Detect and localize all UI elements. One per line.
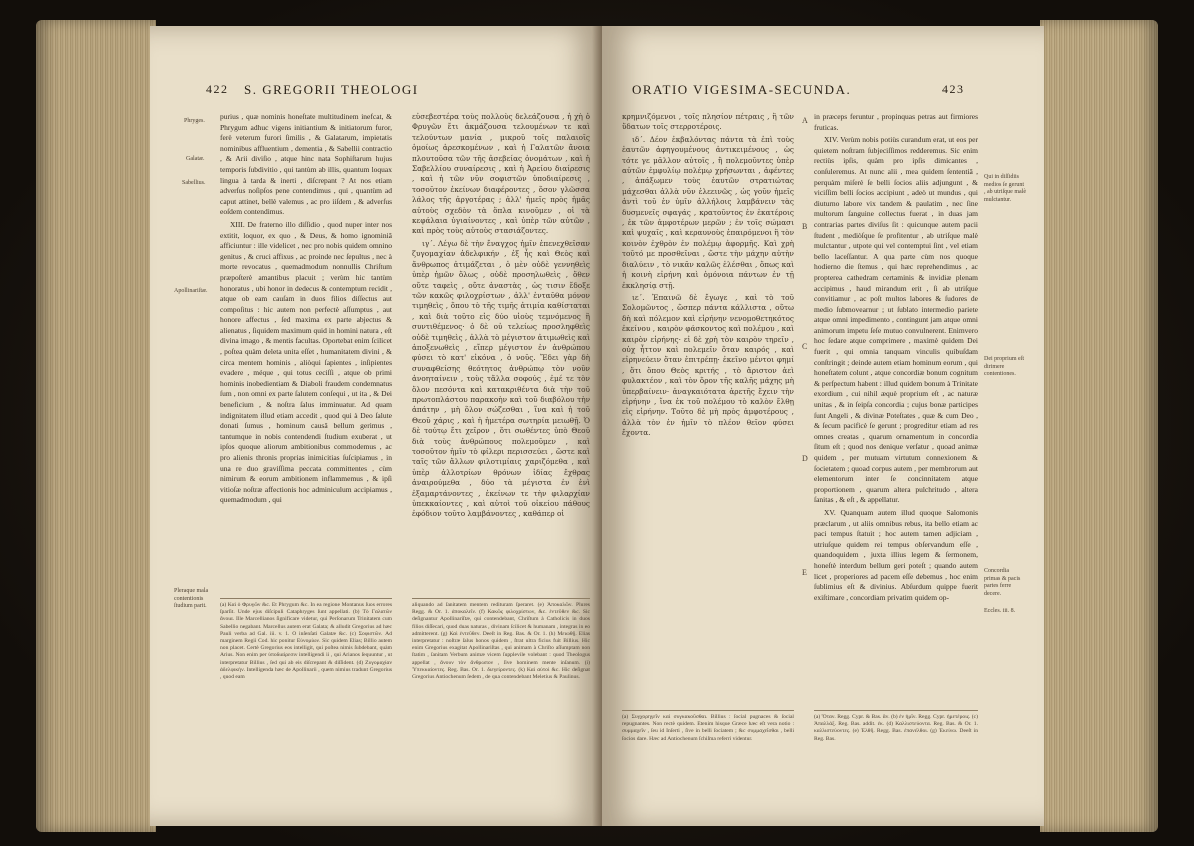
left-latin-column [220, 112, 392, 594]
right-page-edges [1040, 20, 1158, 832]
right-latin-column [814, 112, 978, 602]
right-page [602, 26, 1044, 826]
footnote-text: aliquando ad ſanitatem mentem redituram ſperaret. (e) Ἀποκαλῶν. Plures Regg. & Or. 1. ἀποκαλεῖν. (f) Κακῶς φιλοχρίστων, &c. ἐντεῦθεν &c. Sic deſignantur Apollinariſtæ, qui contendebant, Chriſtum à Catholicis in duos filios diſſecari, quod duas naturas , divinam ſcilicet & humanam , integras in eo admitterent. (g) Καὶ ἐντεῦθεν. Deeſt in Reg. Bas. & Or. 1. (h) Μειωθῇ. Elias interpretatur : noſtræ ſalus honos quidem , ſtrat ultra ficius fuit Billius. Hic enim Gregorius exagitat Apollinariſtas , qui animam à Chriſto aſſumptam non ſtatim , ſanitam Verbum animæ vicem ſupplevile volebant : quod Theologus appellat , ἄνουν τὸν ἄνθρωπον , ſive hominem mente inſanum. (i) Ὑπεκκαίοντες. Reg. Bas. Or. 1. διεγείροντες. (k) Καὶ αὐτοὶ &c. Hic deſignat Gregorius Antiochenum ſedem , de qua contendebant Meletius & Paulinus. [412, 602, 590, 681]
right-footnotes-b [814, 714, 978, 804]
section-letter-a: A [802, 116, 808, 125]
left-running-head: S. GREGORII THEOLOGI [244, 82, 419, 97]
left-greek-column [412, 112, 590, 594]
section-letter-d: D [802, 454, 808, 463]
footnote-text: (a) Καὶ ὁ Φρυγῶν &c. Et Phrygum &c. In ea regione Montanus ſuos errores ſparſit. Unde ejus diſcipuli Cataphryges ſunt appellati. (b) Τὸ Γαλατῶν ἄνοια. Ille Marcellianos ſignificare videtur, qui Perſonarum Trinitatem cum Sabellio negabant. Marcellus autem erat Galata; & alludit Gregorius ad hæc Pauli verba ad Gal. iii. v. 1. O inſenſati Galatæ &c. (c) Σοφιστῶν. Ad marginem Regii Cod. hic ponitur Εὐνομίων. Sic quidem Elias; Billio autem non placet. Certè Gregorius eos intelligit, qui poſtea nimis ſubdebant, quàm Arius. Non enim per ὑποδιαίρεσιν intelligendi ii , qui Arianos ſequuntur , ut interpretatur Billius , ſed qui ab eis diſcrepant & diſſident. (d) Ζυγομαχίαν ἀδελφικήν. Intelligenda hæc de Apollinarii , quem nimius tradunt Gregorius , quod eam [220, 602, 392, 681]
footnote-rule [220, 598, 392, 599]
left-page-number: 422 [206, 82, 229, 96]
margin-note-dei: Dei proprium eſt dirimere contentiones. [984, 356, 1024, 377]
greek-paragraph: ιγ΄. Λέγω δὲ τὴν ἔναγχος ἡμῖν ἐπενεχθεῖσαν ζυγομαχίαν ἀδελφικήν , ἐξ ἧς καὶ Θεὸς καὶ ἄνθρωπος ἀτιμάζεται , ὁ μὲν οὐδὲ γεννηθεὶς ὑπὲρ ἡμῶν ὅλως , οὐδὲ προσηλωθεὶς , ὅθεν οὔτε ταφεὶς , οὔτε ἀναστὰς , ὡς τισιν ἔδοξε τῶν κακῶς φιλοχρίστων , ἀλλ' ἐνταῦθα μόνον τιμηθεὶς , ὅπου τὸ τῆς τιμῆς ἀτιμία καθίσταται , καὶ διὰ τοῦτο εἰς δύο υἱοὺς τεμνόμενος ἢ συντιθέμενος· ὁ δὲ οὐ τελείως προσληφθεὶς οὐδὲ τιμηθεὶς , ἀλλὰ τὸ μέγιστον ἀτιμωθεὶς καὶ ἀποξενωθεὶς , εἴπερ μέγιστον ἐν ἀνθρώπου φύσει τὸ κατ' εἰκόνα , ὁ νοῦς. Ἔδει γὰρ δὴ συναφθείσης θεότητος ἀνθρώπῳ τὸν νοῦν ἀνοηταίνειν , τοὺς τἄλλα σοφούς , ἐμέ τε τὸν ὅλον πεσόντα καὶ κατακριθέντα διὰ τὴν τοῦ πρωτοπλάστου παρακοὴν καὶ τοῦ διαβόλου τὴν ἀπάτην , μὴ ὅλον σώζεσθαι , ἵνα καὶ ἡ τοῦ Θεοῦ χάρις , καὶ ἡ ἡμετέρα σωτηρία μειωθῇ. Ὁ δὲ τούτῳ ἔτι χεῖρον , ὅτι σωθέντες ὑπὸ Θεοῦ διὰ τοὺς ἀνθρώπους πολεμοῦμεν , καὶ τοσοῦτον ἡμῖν τὸ φίλερι περισσεύει , ὥστε καὶ ταῖς τῶν ἄλλων φιλοτιμίαις χαριζόμεθα , καὶ ὑπὲρ ἀλλοτρίων θρόνων ἰδίας ἔχθρας ἀναιρούμεθα , δύο τὰ μέγιστα ἐν ἑνὶ ἐξαμαρτάνοντες , ἐκείνων τε τὴν φιλαρχίαν ὑπεκκαίοντες , καὶ αὐτοὶ τοῦ οἰκείου πάθους ἐφόδιον τοῦτο λαμβάνοντες , καθάπερ οἱ [412, 238, 590, 519]
footnote-rule [412, 598, 590, 599]
footnote-text: (a) Συγχορηγεῖν καὶ συγκακοῦσθαι. Billius : ſocial pugnaces & ſocial repugnantes. Non rectè quidem. Etenim hisque Græce hæc eſt vera notio : συμμαχεῖν , ſeu id Inſerti , ſive in belli ſociatem ; &c συμμαχεῖσθαι , belli ſocios dare. Hæc ad Antiochenum ſchiſma referri videntur. [622, 714, 794, 742]
latin-paragraph: XIV. Verùm nobis potiùs curandum erat, ut eos per quietem noſtram ſubjeciſſimos redderemus. Sic enim rectiùs ipſis, quàm pro ipſis dimicantes , conſuleremus. At nunc alii , mea quidem ſententiâ , perquàm miſerè ſe belli ſocios aliis adjungunt , & viciſſim belli ſocios accipiunt , adeò ut mundus , qui diuturno labore vix tandem & paulatim , nec ſine multorum ſanguine collectus fuerat , in duas jam contrarias partes diviſus ſit : quicunque autem pacii ſtudent , mediòſque ſe profitentur , ab utriſque malè mulctantur , utpote qui vel contemptui ſint , vel etiam bello laceſſantur. A qua parte cùm nos quoque hodierno die ſtemus , qui hæc reprehendimus , ac propterea cathedram certaminis & invidiæ plenam accipimus , haud mirandum erit , ſi ab utriſque convitiamur , ac poſt multos labores & ſudores de medio ſubmovearnur ; ut ſublato intermedio pariete atque omni impedimento , contingunt jam atque omni animorum impetu ſeſe mutuo convulnerent. Enimvero hoc ſedare atque comprimere , maximè quidem Dei fuerit , qui omnia tanquam vinculis quibuſdam conſtringit ; deinde autem etiam hominum eorum , qui honeſtatem colunt , atque concordiæ bonum cognitum & perſpectum habent : illud quidem bonum à Trinitate exordium , cui nihil æquè proprium eſt , ac naturæ unitas , & in ſeipſa concordia ; cujus bonæ participes ſunt Angeli , & divinæ Poteſtates , quæ & cum Deo , & ſecum pacificè ſe gerunt ; progreditur etiam ad res omnes creatas , quarum ornamentum in concordia ſitum eſt ; quod nos denique verſatur , quoad animæ quidem , per mutuam virtutum connexionem & ſocietatem ; quoad corpus autem , per membrorum aut elementorum inter ſe concinnitatem atque proportionem , quarum altera pulchritudo , altera ſanitas , & eſt , & appellatur. [814, 135, 978, 505]
margin-note-concordia: Concordia primas & pacis partes ferre decere. [984, 568, 1021, 597]
latin-paragraph: XIII. De fraterno illo diſſidio , quod nuper inter nos extitit, loquor, ex quo , & Deus, & homo ignominiâ afficiuntur : ille videlicet , nec pro nobis quidem omnino genitus , & cruci affixus , ac proinde nec ſepultus , nec à morte revocatus , quemadmodum nonnullis Chriſtum præpoſterè amantibus placuit ; verùm hic tantùm honoratus , ubi honor in dedecus & contemptum recidit , atque ob eam cauſam in duos filios diſſectus aut compoſitus : hic autem non perfectè aſſumptus , aut honore affectus , ſed maxima ex parte abjectus & alienatus , ſiquidem maximum quid in homini natura , eſt divina imago , & mentis facultas. Oportebat enim ſcilicet , poſtea quàm deleta unita eſſet , humanitatem divini , & circa mentem hominis , aliòqui ſapientes , inſipientes evadere , méque , qui totus ceciſſi , atque ob primi hominis inobedientiam & Diaboli fraudem condemnatus ſum , non omni ex parte ſalutem conſequi , ut ita , & Dei beneficium , & noſtra ſalus imminuatur. Ad quam indignitatem illud etiam accedit , quod qui à Deo ſalute donati ſumus , hominum causâ bellum gerimus , tantumque in nobis contendendi ſtudium exuberat , ut ipſos quoque aliorum ambitionibus commodemus , ac pro alienis thronis proprias inimicitias ſuſcipiamus , in una re duo graviſſima peccata committentes , cùm nimirum & eorum ambitionem inflammemus , & ipſi vitioſæ noſtræ affectionis hoc adminiculum accipiamus , quemadmodum , qui [220, 219, 392, 505]
latin-paragraph: purius , quæ nominis honeſtate multitudinem inefcat, & Phrygum adhuc vigens initiantium & initiatorum furor, ferè veterum furori ſimilis , & Galatarum, impietatis nominibus affluentium , dementia , & Sabellii contractio , & Arii diviſio , atque hinc nata Sophiſtarum hujus temporis ſubdivitio , qui tantùm ab illis, quantum loquax lingua à tarda & inerti , diſcrepant ? At nos etiam adverſus noſipſos pene contendimus , qui , quantùm ad caput attinet, bellè valemus , ac pro iiſdem , & adverſus eoſdem contendimus. [220, 112, 392, 217]
section-letter-c: C [802, 342, 808, 351]
margin-note-phryges: Phryges. [184, 118, 205, 124]
left-footnotes-b [412, 602, 590, 752]
latin-paragraph: in præceps feruntur , propinquas petras aut firmiores fruticas. [814, 112, 978, 132]
left-page [150, 26, 602, 826]
greek-paragraph: κρημνιζόμενοι , τοῖς πλησίον πέτραις , ἢ τῶν ὕδατων τοῖς στερροτέροις. [622, 112, 794, 132]
left-page-edges [36, 20, 156, 832]
greek-paragraph: ιδ΄. Δέον ἐκβαλόντας πάντα τὰ ἐπὶ τοὺς ἑαυτῶν ἀφηγουμένους ἀντικειμένους , ὡς τότε γε μᾶλλον αὐτοῖς , ἢ πολεμοῦντες ὑπὲρ αὐτῶν ἐμφυλίῳ πολέμῳ χρήσωνται , ἀφέντες , ἀπάξωμεν τοὺς ἑαυτῶν στρατιώτας μάχεσθαι ἀλλὰ νῦν ἐλεεινῶς , ὡς γοῦν ἡμεῖς ἀντὶ τοῦ ἐν ὑμῖν ἀλλήλοις λαμβάνειν τὰς δυσμενεῖς σφαγάς , κρατοῦντος ἐν ἑκατέροις , ἐκ τῶν ἀμφοτέρων μερῶν ; ἐν τοῖς σώμασι καὶ ψυχαῖς , καὶ κεραυνοὺς ἐπαιρόμενοι ἢ τὸν κοινὸν ἐχθρὸν ἐν πολέμῳ ἀφορμῆς. Καὶ χρὴ τοῦτό με προσθεῖναι , ὥστε τὴν μάχην αὐτὴν διαλύειν , τὸ νικᾶν καλῶς ἑλέσθαι , ὅπως καὶ ἡ κοινὴ εἰρήνη καὶ ὁμόνοια πάντων ἐν τῇ ἐκκλησίᾳ στῇ. [622, 134, 794, 290]
greek-paragraph: εὐσεβεστέρα τοὺς πολλοὺς δελεάζουσα , ἡ χὴ ὁ Φρυγῶν ἔτι ἀκμάζουσα τελουμένων τε καὶ τελούντων μανία , μικροῦ τοῖς παλαιοῖς ὁμοίως ἀρεσκομένων , καὶ ἡ Γαλατῶν ἄνοια πλουτοῦσα τῶν τῆς ἀσεβείας ὀνομάτων , καὶ ἡ Σαβελλίου συναίρεσις , καὶ ἡ Ἀρείου διαίρεσις , καὶ ἡ τῶν νῦν σοφιστῶν ὑποδιαίρεσις , τοσοῦτον ἐκείνων διαφέροντες , ὅσον γλῶσσα λάλος τῆς ἀργοτέρας ; ἀλλ' ἡμεῖς πρὸς ἡμᾶς αὐτοὺς σχεδὸν τὰ ὅπλα κινοῦμεν , οἱ τὰ κεφάλαια ὑγιαίνοντες , καὶ ὑπὲρ τῶν αὐτῶν , καὶ πρὸς τοὺς αὐτοὺς στασιάζοντες. [412, 112, 590, 236]
right-greek-column [622, 112, 794, 594]
margin-note-contention: Pleraque mala contentionis ſtudium parit. [174, 588, 209, 609]
right-page-number: 423 [942, 82, 965, 96]
footnote-text: (a) Ὅταν. Regg. Cypr. & Bas. ἄν. (b) ἐν ἡμῖν. Regg. Cypr. ἡμετέροις. (c) Ἀπαλλάξ. Reg. Bas. addit. ἐκ. (d) Καλλιστεύοντα. Reg. Bas. & Or. 1. καλλιστεύοντες. (e) Ἐλθῆ. Regg. Bas. ἐπανέλθοι. (g) Ἐκείνω. Deeſt in Reg. Bas. [814, 714, 978, 742]
margin-note-eccles: Eccles. iii. 8. [984, 608, 1016, 614]
left-footnotes-a [220, 602, 392, 752]
section-letter-e: E [802, 568, 807, 577]
margin-note-sabellius: Sabellius. [182, 180, 206, 186]
greek-paragraph: ιε΄. Ἐπαινῶ δὲ ἔγωγε , καὶ τὸ τοῦ Σολομῶντος , ὥσπερ πάντα κάλλιστα , οὕτω δὴ καὶ πόλεμον καὶ εἰρήνην νενομοθετηκότος ἐκείνου , καιρὸν φάσκοντος καὶ πολέμου , καὶ καιρὸν εἰρήνης· εἰ δὲ χρὴ τὸν καιρὸν τηρεῖν , οὐχ ἧττον καὶ πολεμεῖν ὅταν καιρός , καὶ εἰρηνεύειν ὅταν ἐπιτρέπῃ· ἐκεῖνο μέντοι φημί , ὅτι ὅπου Θεὸς κριτής , τὸ ἄριστον ἀεὶ φυλακτέον , καὶ τὸν ὅρον τῆς καλῆς μάχης μὴ ὑπερβαίνειν· ἀναγκαιότατα ἀρετῆς ἔχειν τὴν εἰρήνην , ἵνα ἐκ τοῦ πολέμου τὸ καλὸν ἔλθῃ εἰς εἰρήνην. Τοῦτο δὲ μὴ πρὸς ἀμφοτέρους , ἀλλὰ τὸν ἐν ἡμῖν τὸ πλέον θεῖον φύσει ἔχοντα. [622, 292, 794, 438]
margin-note-apollinaristae: Apollinariſtæ. [174, 288, 208, 294]
right-footnotes-a [622, 714, 794, 804]
section-letter-b: B [802, 222, 808, 231]
footnote-rule [622, 710, 794, 711]
latin-paragraph: XV. Quanquam autem illud quoque Salomonis præclarum , ut aliis omnibus rebus, ita bello etiam ac paci tempus ſtatuit ; hoc autem tamen adjiciam , utriuſque quidem rei tempus obſervandum eſſe , quandoquidem , juxta illius legem & ſermonem, honeſtè interdum bellum geri poteſt ; quando autem licet , properiores ad pacem eſſe debemus , hoc enim ſublimius eſt & divinius. Abſurdum quippe fuerit exiſtimare , concordiam privatim quidem op- [814, 507, 978, 602]
margin-note-galatae: Galatæ. [186, 156, 205, 162]
footnote-rule [814, 710, 978, 711]
right-running-head: ORATIO VIGESIMA-SECUNDA. [632, 82, 852, 97]
margin-note-dissidia: Qui in diſſidiis medios ſe gerunt , ab utriſque malè mulctantur. [984, 174, 1026, 203]
